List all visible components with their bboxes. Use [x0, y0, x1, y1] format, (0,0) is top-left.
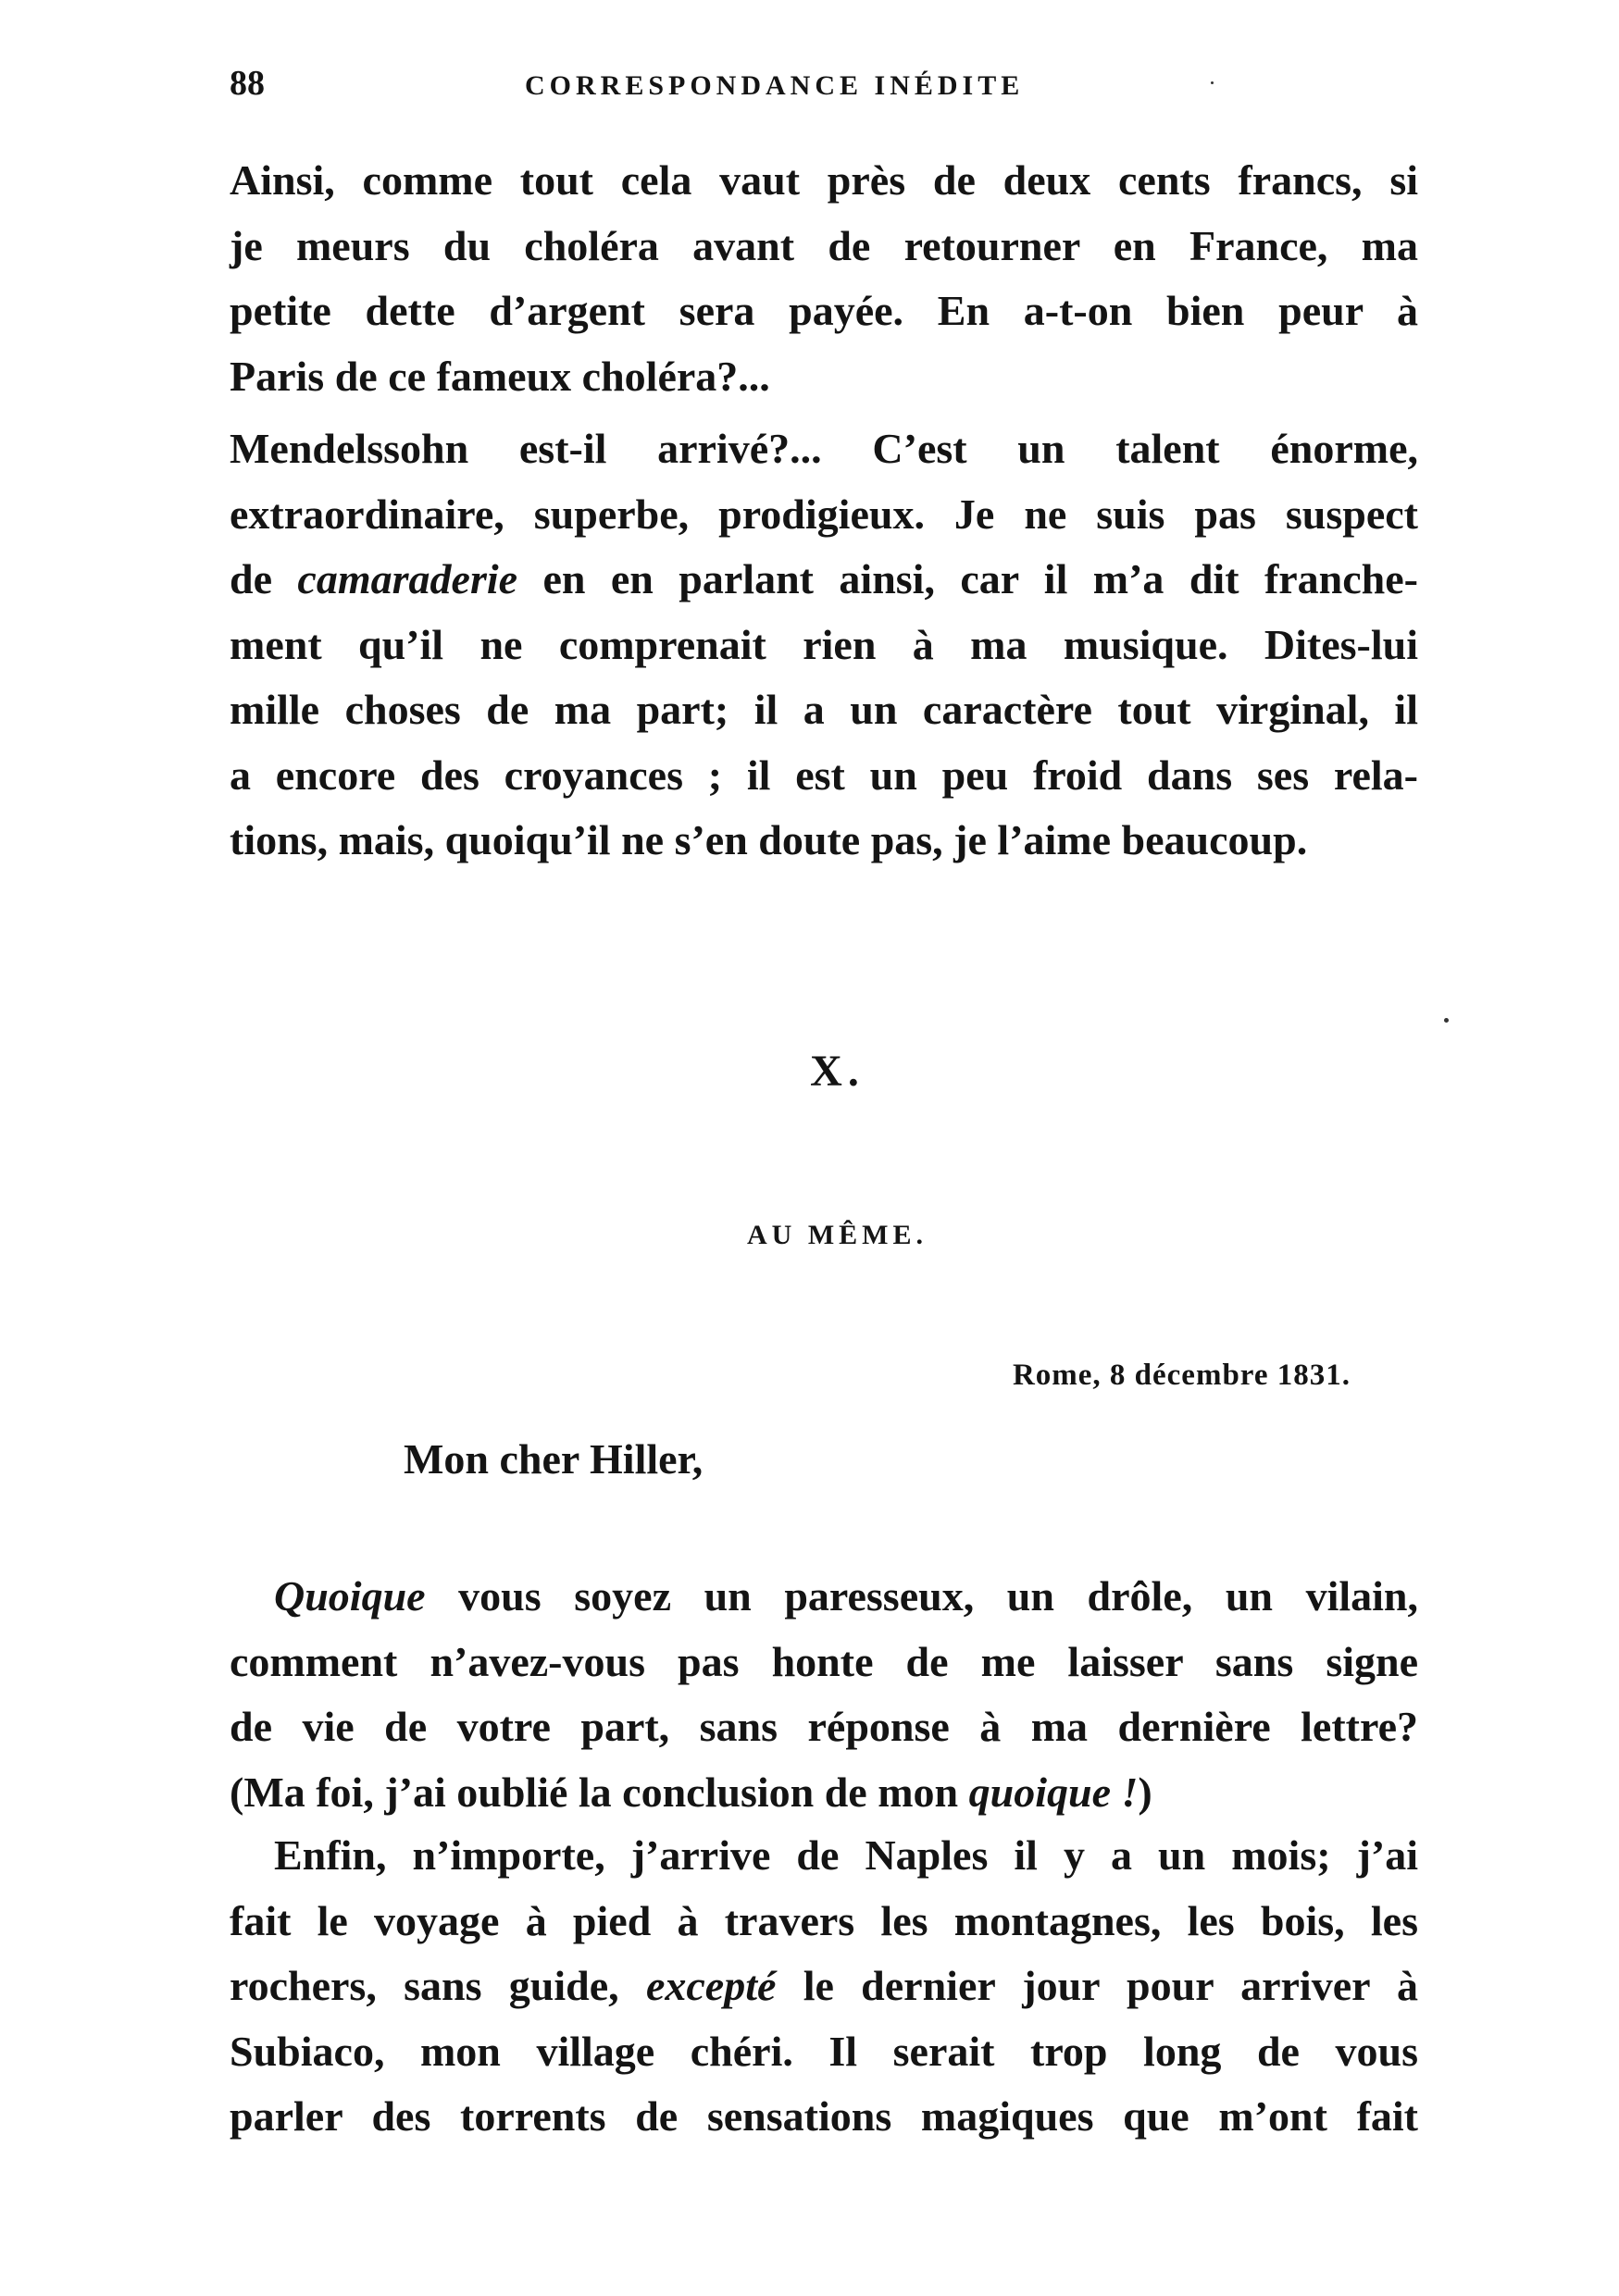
page-number: 88 [230, 64, 265, 103]
text-line [230, 1954, 1418, 2019]
text-line: ment qu’il ne comprenait rien à ma musique. Dites-lui [230, 620, 1418, 668]
text-run: le dernier jour pour arriver à [776, 1962, 1418, 2009]
text-line: a encore des croyances ; il est un peu froid dans ses rela- [230, 751, 1418, 799]
text-line: mille choses de ma part; il a un caractère tout virginal, il [230, 686, 1418, 733]
text-line: de vie de votre part, sans réponse à ma dernière lettre? [230, 1703, 1418, 1750]
text-line [230, 1564, 1418, 1630]
paragraph-4 [230, 1823, 1418, 2150]
text-run: rochers, sans guide, [230, 1962, 646, 2009]
text-run: ) [1138, 1768, 1152, 1816]
text-line: Mendelssohn est-il arrivé?... C’est un talent énorme, [230, 425, 1418, 472]
running-title: CORRESPONDANCE INÉDITE [525, 70, 1025, 101]
letter-number: X. [810, 1047, 865, 1096]
text-line: je meurs du choléra avant de retourner en France, ma [230, 221, 1418, 269]
text-line: Ainsi, comme tout cela vaut près de deux cents francs, si [230, 156, 1418, 204]
letter-addressee: AU MÊME. [747, 1220, 928, 1250]
italic-term: camaraderie [297, 555, 518, 602]
text-run: (Ma foi, j’ai oublié la conclusion de mon [230, 1768, 969, 1816]
text-line: Enfin, n’importe, j’arrive de Naples il y a un mois; j’ai [274, 1831, 1418, 1879]
text-line: Paris de ce fameux choléra?... [230, 352, 770, 400]
text-line: Subiaco, mon village chéri. Il serait trop long de vous [230, 2027, 1418, 2075]
italic-term: Quoique [274, 1572, 426, 1620]
text-line: petite dette d’argent sera payée. En a-t-on bien peur à [230, 287, 1418, 334]
paragraph-2 [230, 416, 1418, 874]
italic-term: quoique ! [968, 1768, 1139, 1816]
text-run: de [230, 555, 298, 602]
text-line: extraordinaire, superbe, prodigieux. Je ne suis pas suspect [230, 490, 1418, 538]
text-line: fait le voyage à pied à travers les montagnes, les bois, les [230, 1896, 1418, 1944]
text-line: tions, mais, quoiqu’il ne s’en doute pas, je l’aime beaucoup. [230, 816, 1308, 863]
text-line: parler des torrents de sensations magiques que m’ont fait [230, 2092, 1418, 2140]
paragraph-3 [230, 1564, 1418, 1825]
print-speck [1211, 81, 1214, 84]
text-line: comment n’avez-vous pas honte de me laisser sans signe [230, 1637, 1418, 1685]
text-run: en en parlant ainsi, car il m’a dit franche- [517, 555, 1418, 602]
italic-term: excepté [645, 1962, 777, 2009]
paragraph-1 [230, 148, 1418, 409]
text-line [230, 547, 1418, 613]
print-speck [1444, 1018, 1449, 1023]
letter-salutation: Mon cher Hiller, [404, 1435, 704, 1483]
text-run: vous soyez un paresseux, un drôle, un vilain, [425, 1572, 1418, 1620]
text-line [230, 1760, 1418, 1826]
letter-dateline: Rome, 8 décembre 1831. [1012, 1359, 1351, 1392]
